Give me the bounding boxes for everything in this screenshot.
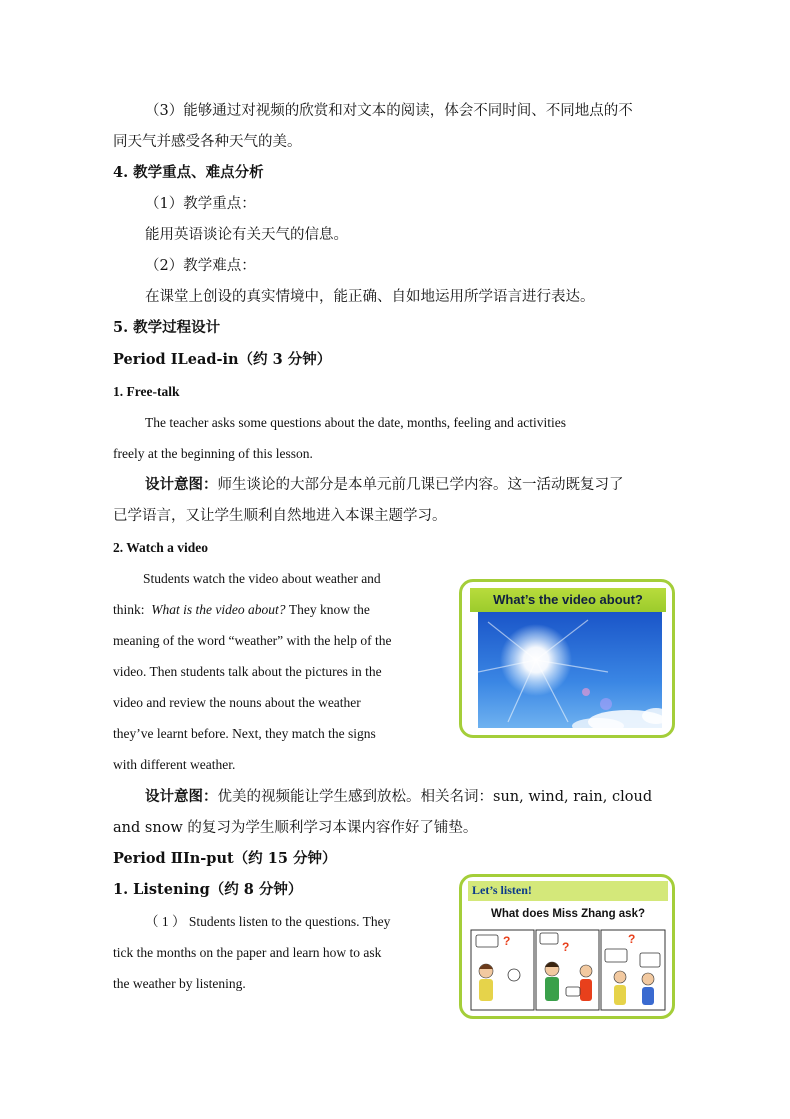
design-intent-2-label: 设计意图： <box>145 788 218 805</box>
design-intent-label: 设计意图： <box>145 476 218 493</box>
key-point-text: 能用英语谈论有关天气的信息。 <box>145 227 348 243</box>
video-line1: Students watch the video about weather and <box>143 571 381 586</box>
period-2-heading: Period ⅡIn-put（约 15 分钟） <box>113 850 337 867</box>
listening-figure-question: What does Miss Zhang ask? <box>491 908 645 920</box>
objective-3-line1: （3）能够通过对视频的欣赏和对文本的阅读，体会不同时间、不同地点的不 <box>145 103 633 119</box>
free-talk-line1: The teacher asks some questions about the date, months, feeling and activities <box>145 415 567 430</box>
design-intent-text: 师生谈论的大部分是本单元前几课已学内容。这一活动既复习了 <box>217 477 624 493</box>
free-talk-line2: freely at the beginning of this lesson. <box>113 446 313 461</box>
svg-text:?: ? <box>628 932 636 946</box>
design-intent-2-text: 优美的视频能让学生感到放松。相关名词：sun, wind, rain, cloud <box>217 789 653 805</box>
difficulty-text: 在课堂上创设的真实情境中，能正确、自如地运用所学语言进行表达。 <box>145 289 595 305</box>
video-line4: video. Then students talk about the pictures in the <box>113 664 382 679</box>
video-line6: they’ve learnt before. Next, they match the signs <box>113 726 376 741</box>
step-listening-heading: 1. Listening（约 8 分钟） <box>113 881 303 898</box>
design-intent-1-cont: 已学语言，又让学生顺利自然地进入本课主题学习。 <box>113 508 447 524</box>
step-watch-video-heading: 2. Watch a video <box>113 540 209 555</box>
svg-text:?: ? <box>503 934 511 948</box>
video-line7: with different weather. <box>113 757 236 772</box>
difficulty-label: （2）教学难点： <box>145 258 256 274</box>
design-intent-2 <box>145 787 652 807</box>
listening-figure-tag: Let’s listen! <box>472 883 532 897</box>
design-intent-1 <box>145 475 624 495</box>
design-intent-2-cont: and snow 的复习为学生顺利学习本课内容作好了铺垫。 <box>113 820 478 836</box>
listening-line3: the weather by listening. <box>113 976 246 991</box>
listening-figure <box>459 874 675 1019</box>
period-1-heading: Period ⅠLead-in（约 3 分钟） <box>113 351 332 368</box>
listening-line1: （ 1 ） Students listen to the questions. They <box>145 914 391 929</box>
sun-sky-image <box>478 612 662 728</box>
video-line2-c: They know the <box>288 602 370 617</box>
svg-text:?: ? <box>562 940 570 954</box>
video-figure-title: What’s the video about? <box>470 588 666 612</box>
video-line3: meaning of the word “weather” with the help of the <box>113 633 392 648</box>
video-line2 <box>113 600 370 620</box>
key-point-label: （1）教学重点： <box>145 196 256 212</box>
listening-line2: tick the months on the paper and learn how to ask <box>113 945 382 960</box>
step-free-talk-heading: 1. Free-talk <box>113 384 180 399</box>
section-4-heading: 4. 教学重点、难点分析 <box>113 164 264 181</box>
objective-3-line2: 同天气并感受各种天气的美。 <box>113 134 302 150</box>
video-line5: video and review the nouns about the weather <box>113 695 361 710</box>
video-figure <box>459 579 675 738</box>
video-question: What is the video about? <box>151 602 286 617</box>
video-line2-a: think: <box>113 602 145 617</box>
listening-comic-image <box>470 929 666 1011</box>
section-5-heading: 5. 教学过程设计 <box>113 319 221 336</box>
